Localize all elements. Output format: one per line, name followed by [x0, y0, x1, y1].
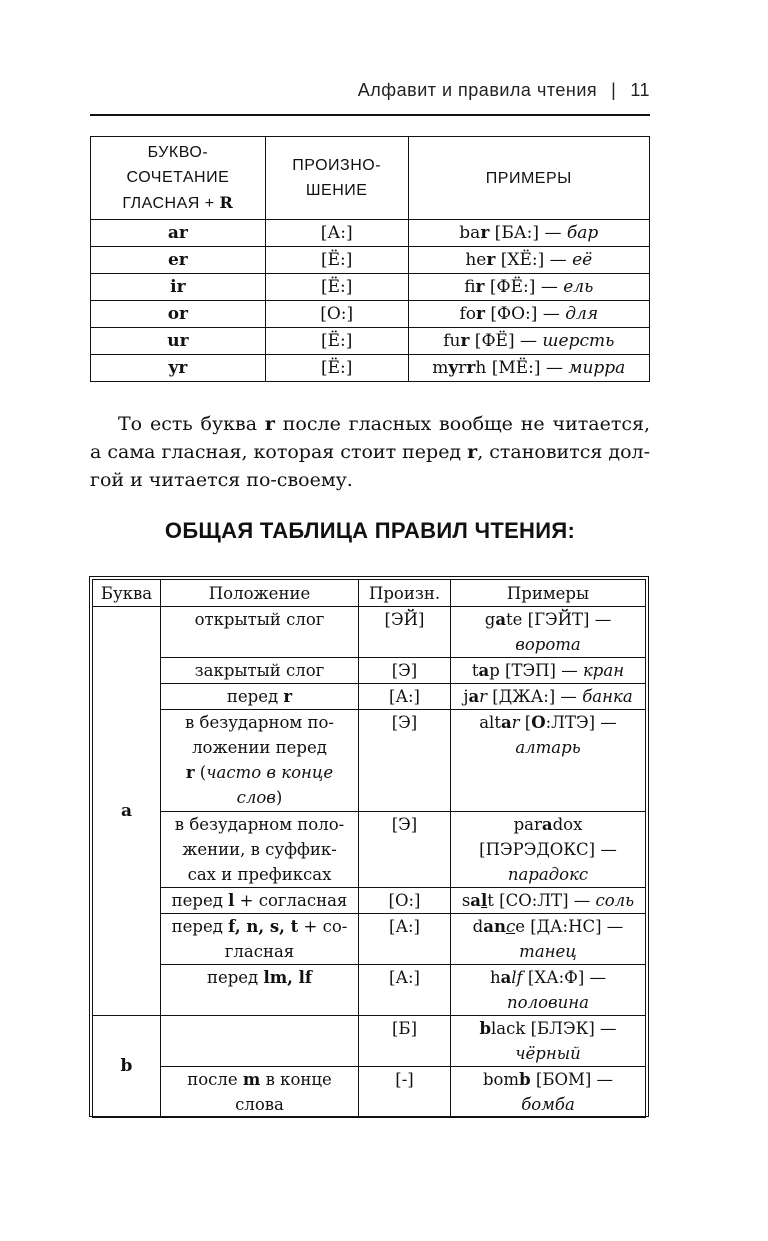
table-row [91, 328, 650, 355]
chapter-title: Алфавит и правила чтения [357, 80, 598, 100]
table-row [93, 1016, 646, 1067]
letter-cell-b: b [93, 1016, 161, 1118]
table-row [93, 658, 646, 684]
combo-cell: ur [91, 328, 266, 355]
column-header-position: Положение [161, 580, 359, 607]
example-cell: dance [ДА:НС] — танец [451, 914, 646, 965]
example-cell: jar [ДЖА:] — банка [451, 684, 646, 710]
pron-cell: [-] [359, 1067, 451, 1118]
combo-cell: yr [91, 355, 266, 382]
table-row [91, 274, 650, 301]
pron-cell: [Э] [359, 710, 451, 812]
table-row [93, 965, 646, 1016]
example-cell: fir [ФЁ:] — ель [408, 274, 649, 301]
pron-cell: [О:] [359, 888, 451, 914]
section-heading: ОБЩАЯ ТАБЛИЦА ПРАВИЛ ЧТЕНИЯ: [164, 518, 576, 543]
vowel-r-table [90, 136, 650, 382]
pron-cell: [А:] [359, 965, 451, 1016]
column-header-examples: Примеры [451, 580, 646, 607]
header-rule [90, 114, 650, 116]
pron-cell: [Ё:] [265, 328, 408, 355]
position-cell: после m в конце слова [161, 1067, 359, 1118]
example-cell: half [ХА:Ф] — половина [451, 965, 646, 1016]
reading-rules-table [92, 579, 646, 1118]
pron-cell: [Э] [359, 812, 451, 888]
example-cell: salt [СО:ЛТ] — соль [451, 888, 646, 914]
page-number: 11 [630, 80, 650, 100]
position-cell: в безударном поло- жении, в суффик- сах и префиксах [161, 812, 359, 888]
table-header-row [91, 137, 650, 220]
table-row [93, 684, 646, 710]
table-row [93, 607, 646, 658]
example-cell: tap [ТЭП] — кран [451, 658, 646, 684]
column-header-letter: Буква [93, 580, 161, 607]
example-cell: bomb [БОМ] — бомба [451, 1067, 646, 1118]
example-cell: her [ХЁ:] — её [408, 247, 649, 274]
position-cell: в безударном по- ложении перед r (часто в конце слов) [161, 710, 359, 812]
pron-cell: [ЭЙ] [359, 607, 451, 658]
pron-cell: [А:] [359, 914, 451, 965]
position-cell: перед lm, lf [161, 965, 359, 1016]
pron-cell: [А:] [265, 220, 408, 247]
column-header-combo: БУКВО- СОЧЕТАНИЕ ГЛАСНАЯ + R [91, 137, 266, 220]
combo-cell: ar [91, 220, 266, 247]
table-row [93, 710, 646, 812]
table-row [93, 1067, 646, 1118]
table-row [93, 812, 646, 888]
table-row [91, 220, 650, 247]
reading-rules-table-frame [89, 576, 649, 1117]
combo-cell: ir [91, 274, 266, 301]
position-cell: перед r [161, 684, 359, 710]
combo-cell: er [91, 247, 266, 274]
example-cell: fur [ФЁ] — шерсть [408, 328, 649, 355]
example-cell: black [БЛЭК] — чёрный [451, 1016, 646, 1067]
pron-cell: [Б] [359, 1016, 451, 1067]
table-row [93, 914, 646, 965]
table-row [91, 247, 650, 274]
table-row [91, 355, 650, 382]
table-row [93, 888, 646, 914]
column-header-pron: ПРОИЗНО- ШЕНИЕ [265, 137, 408, 220]
combo-cell: or [91, 301, 266, 328]
example-cell: myrrh [МЁ:] — мирра [408, 355, 649, 382]
example-cell: gate [ГЭЙТ] — ворота [451, 607, 646, 658]
table-row [91, 301, 650, 328]
column-header-pron: Произн. [359, 580, 451, 607]
position-cell [161, 1016, 359, 1067]
position-cell: закрытый слог [161, 658, 359, 684]
example-cell: bar [БА:] — бар [408, 220, 649, 247]
example-cell: altar [О:ЛТЭ] — алтарь [451, 710, 646, 812]
pron-cell: [Ё:] [265, 247, 408, 274]
explanation-paragraph: То есть буква r после гласных вообще не читается, а сама гласная, которая стоит перед r, становится дол- гой и читается по-своему. [90, 413, 651, 491]
pron-cell: [А:] [359, 684, 451, 710]
table-header-row [93, 580, 646, 607]
pron-cell: [Ё:] [265, 274, 408, 301]
letter-cell-a: a [93, 607, 161, 1016]
pron-cell: [О:] [265, 301, 408, 328]
column-header-examples: ПРИМЕРЫ [408, 137, 649, 220]
position-cell: перед f, n, s, t + со- гласная [161, 914, 359, 965]
running-header [90, 80, 650, 112]
position-cell: открытый слог [161, 607, 359, 658]
pron-cell: [Э] [359, 658, 451, 684]
example-cell: paradox [ПЭРЭДОКС] — парадокс [451, 812, 646, 888]
example-cell: for [ФО:] — для [408, 301, 649, 328]
position-cell: перед l + согласная [161, 888, 359, 914]
pron-cell: [Ё:] [265, 355, 408, 382]
header-separator: | [611, 80, 617, 100]
